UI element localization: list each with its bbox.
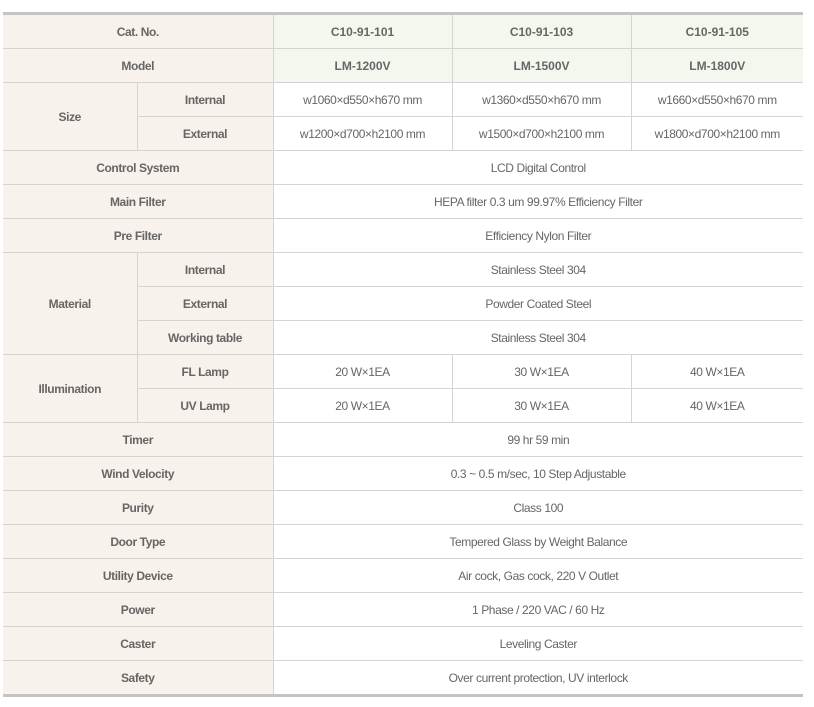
control-system-value: LCD Digital Control [273,151,803,185]
utility-device-label: Utility Device [3,559,273,593]
row-purity [3,491,803,525]
row-main-filter [3,185,803,219]
material-internal-value: Stainless Steel 304 [273,253,803,287]
timer-label: Timer [3,423,273,457]
fl-lamp-value-2: 30 W×1EA [452,355,631,389]
power-value: 1 Phase / 220 VAC / 60 Hz [273,593,803,627]
row-control-system [3,151,803,185]
cat-no-value-1: C10-91-101 [273,14,452,49]
uv-lamp-label: UV Lamp [137,389,273,423]
row-illumination-fl [3,355,803,389]
purity-value: Class 100 [273,491,803,525]
fl-lamp-value-1: 20 W×1EA [273,355,452,389]
row-power [3,593,803,627]
material-internal-label: Internal [137,253,273,287]
safety-label: Safety [3,661,273,696]
material-working-table-value: Stainless Steel 304 [273,321,803,355]
fl-lamp-value-3: 40 W×1EA [631,355,803,389]
size-external-value-3: w1800×d700×h2100 mm [631,117,803,151]
row-size-internal [3,83,803,117]
size-external-value-1: w1200×d700×h2100 mm [273,117,452,151]
control-system-label: Control System [3,151,273,185]
row-cat-no [3,14,803,49]
size-internal-value-2: w1360×d550×h670 mm [452,83,631,117]
spec-table [3,12,803,697]
size-external-label: External [137,117,273,151]
row-timer [3,423,803,457]
row-door-type [3,525,803,559]
pre-filter-label: Pre Filter [3,219,273,253]
size-label: Size [3,83,137,151]
cat-no-label: Cat. No. [3,14,273,49]
timer-value: 99 hr 59 min [273,423,803,457]
size-internal-value-1: w1060×d550×h670 mm [273,83,452,117]
row-model [3,49,803,83]
wind-velocity-value: 0.3 ~ 0.5 m/sec, 10 Step Adjustable [273,457,803,491]
cat-no-value-3: C10-91-105 [631,14,803,49]
row-utility-device [3,559,803,593]
row-safety [3,661,803,696]
door-type-label: Door Type [3,525,273,559]
material-label: Material [3,253,137,355]
material-external-label: External [137,287,273,321]
material-working-table-label: Working table [137,321,273,355]
material-external-value: Powder Coated Steel [273,287,803,321]
size-internal-label: Internal [137,83,273,117]
model-value-1: LM-1200V [273,49,452,83]
caster-label: Caster [3,627,273,661]
model-value-3: LM-1800V [631,49,803,83]
cat-no-value-2: C10-91-103 [452,14,631,49]
model-value-2: LM-1500V [452,49,631,83]
purity-label: Purity [3,491,273,525]
row-material-internal [3,253,803,287]
uv-lamp-value-2: 30 W×1EA [452,389,631,423]
door-type-value: Tempered Glass by Weight Balance [273,525,803,559]
main-filter-label: Main Filter [3,185,273,219]
size-external-value-2: w1500×d700×h2100 mm [452,117,631,151]
main-filter-value: HEPA filter 0.3 um 99.97% Efficiency Filter [273,185,803,219]
uv-lamp-value-3: 40 W×1EA [631,389,803,423]
safety-value: Over current protection, UV interlock [273,661,803,696]
size-internal-value-3: w1660×d550×h670 mm [631,83,803,117]
spec-table-container [3,12,803,697]
power-label: Power [3,593,273,627]
utility-device-value: Air cock, Gas cock, 220 V Outlet [273,559,803,593]
row-caster [3,627,803,661]
row-wind-velocity [3,457,803,491]
model-label: Model [3,49,273,83]
row-pre-filter [3,219,803,253]
uv-lamp-value-1: 20 W×1EA [273,389,452,423]
pre-filter-value: Efficiency Nylon Filter [273,219,803,253]
illumination-label: Illumination [3,355,137,423]
wind-velocity-label: Wind Velocity [3,457,273,491]
fl-lamp-label: FL Lamp [137,355,273,389]
caster-value: Leveling Caster [273,627,803,661]
